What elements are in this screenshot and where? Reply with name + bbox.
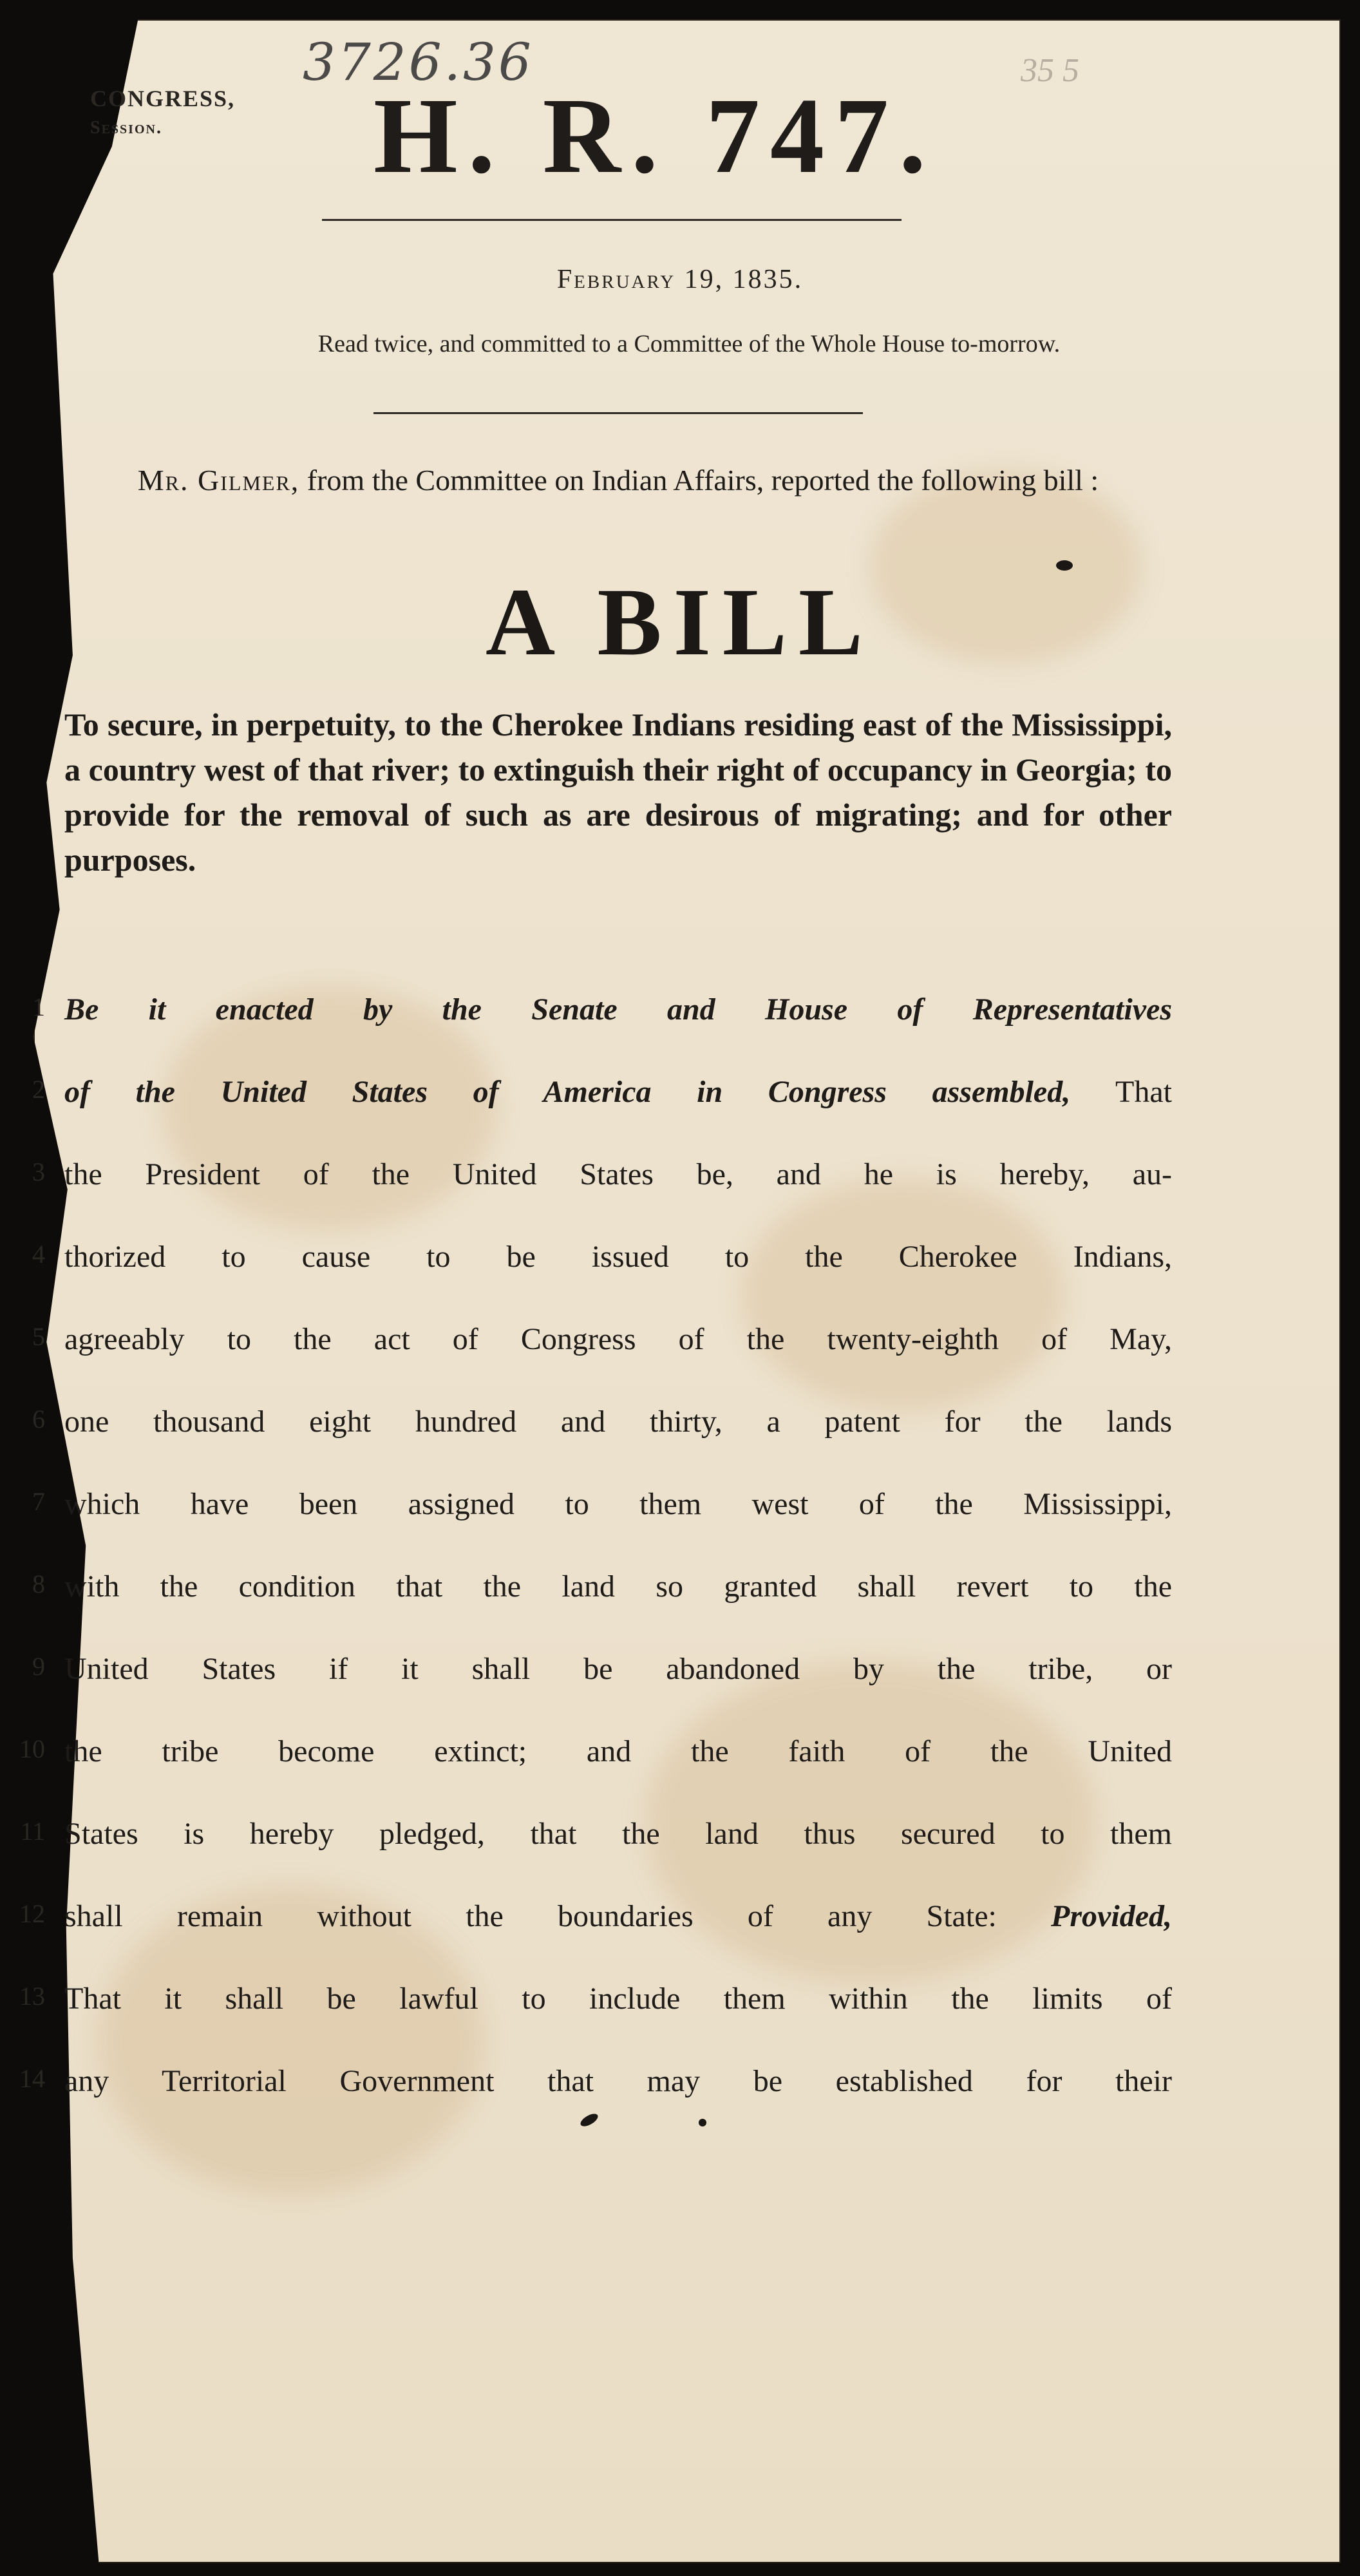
- bill-line: [32, 992, 1172, 1027]
- bill-line: [32, 1239, 1172, 1274]
- ink-blot: [699, 2119, 706, 2126]
- line-text: [64, 1651, 1172, 1687]
- bill-line: [32, 1157, 1172, 1192]
- bill-line: [32, 1321, 1172, 1357]
- bill-number: H. R. 747.: [373, 76, 936, 196]
- bill-line: [19, 2063, 1172, 2099]
- reporter-name: Mr. Gilmer,: [137, 464, 300, 497]
- line-number: 12: [19, 1899, 45, 1928]
- bill-date: February 19, 1835.: [556, 265, 804, 294]
- line-number: 3: [32, 1157, 45, 1186]
- line-text: [64, 1981, 1172, 2016]
- line-text-body: with the condition that the land so granted shall revert to the: [64, 1569, 1172, 1604]
- shelf-mark: 35 5: [1021, 52, 1079, 89]
- bill-title: To secure, in perpetuity, to the Cherokee Indians residing east of the Mississippi, a country west of that river; to extinguish their right of occupancy in Georgia; to provide for the removal of such as are desirous of migrating; and for other purposes.: [64, 706, 1172, 878]
- line-number: 14: [19, 2064, 45, 2093]
- line-text-body: one thousand eight hundred and thirty, a patent for the lands: [64, 1405, 1172, 1439]
- line-text-body: the President of the United States be, and he is hereby, au-: [64, 1157, 1172, 1191]
- line-number: 10: [19, 1734, 45, 1763]
- line-text-body: That it shall be lawful to include them within the limits of: [64, 1982, 1172, 2016]
- stain: [742, 1179, 1064, 1410]
- line-text: [64, 1486, 1172, 1522]
- line-text-body: the tribe become extinct; and the faith of the United: [64, 1734, 1172, 1768]
- line-text: [64, 2063, 1172, 2099]
- bill-line: [32, 1074, 1172, 1110]
- line-text-body: thorized to cause to be issued to the Cherokee Indians,: [64, 1240, 1172, 1274]
- line-text: [64, 1734, 1172, 1769]
- line-text-italic: Provided,: [1051, 1899, 1172, 1933]
- line-number: 7: [32, 1487, 45, 1516]
- line-text: [64, 1899, 1172, 1934]
- bill-line: [19, 1734, 1172, 1769]
- bill-line: [19, 1981, 1172, 2016]
- line-text-body: which have been assigned to them west of the Mississippi,: [64, 1487, 1172, 1521]
- handwritten-catalog-number: 3726.36: [303, 32, 534, 92]
- line-number: 5: [32, 1322, 45, 1351]
- line-number: 13: [19, 1982, 45, 2011]
- line-number: 8: [32, 1569, 45, 1598]
- line-number: 11: [20, 1817, 45, 1846]
- congress-label: CONGRESS,: [90, 86, 236, 111]
- bill-line: [32, 1569, 1172, 1604]
- reported-text: from the Committee on Indian Affairs, reported the following bill :: [307, 464, 1099, 497]
- line-text-body: Be it enacted by the Senate and House of Representatives: [64, 992, 1172, 1027]
- reported-statement: [71, 460, 1166, 500]
- bill-line: [32, 1486, 1172, 1522]
- bill-line: [20, 1816, 1172, 1852]
- document-page: [33, 19, 1341, 2563]
- divider-rule: [373, 412, 863, 414]
- session-label: Session.: [90, 118, 162, 138]
- line-number: 4: [32, 1240, 45, 1269]
- line-text: [64, 1321, 1172, 1357]
- line-text: [64, 1239, 1172, 1274]
- bill-heading: A BILL: [485, 569, 875, 676]
- bill-line: [32, 1404, 1172, 1439]
- referral-note: Read twice, and committed to a Committee of the Whole House to-morrow.: [317, 330, 1061, 357]
- line-text-body: shall remain without the boundaries of any State:: [64, 1899, 997, 1933]
- bill-line: [19, 1899, 1172, 1934]
- line-text-italic: of the United States of America in Congress assembled,: [64, 1075, 1071, 1109]
- line-text: [64, 1816, 1172, 1852]
- line-number: 2: [32, 1075, 45, 1104]
- line-number: 9: [32, 1652, 45, 1681]
- line-text-body: That: [1115, 1075, 1172, 1109]
- line-text: [64, 1157, 1172, 1192]
- line-text-body: any Territorial Government that may be established for their: [64, 2064, 1172, 2098]
- line-text-body: agreeably to the act of Congress of the twenty-eighth of May,: [64, 1322, 1172, 1356]
- line-number: 1: [32, 992, 45, 1021]
- line-text: [64, 1074, 1172, 1110]
- line-text: [64, 992, 1172, 1027]
- divider-rule: [322, 219, 902, 221]
- line-text-body: United States if it shall be abandoned by the tribe, or: [64, 1652, 1172, 1686]
- line-text: [64, 1404, 1172, 1439]
- congress-session-label: [90, 84, 303, 155]
- line-number: 6: [32, 1405, 45, 1434]
- line-text-body: States is hereby pledged, that the land thus secured to them: [64, 1817, 1172, 1851]
- bill-line: [32, 1651, 1172, 1687]
- line-text: [64, 1569, 1172, 1604]
